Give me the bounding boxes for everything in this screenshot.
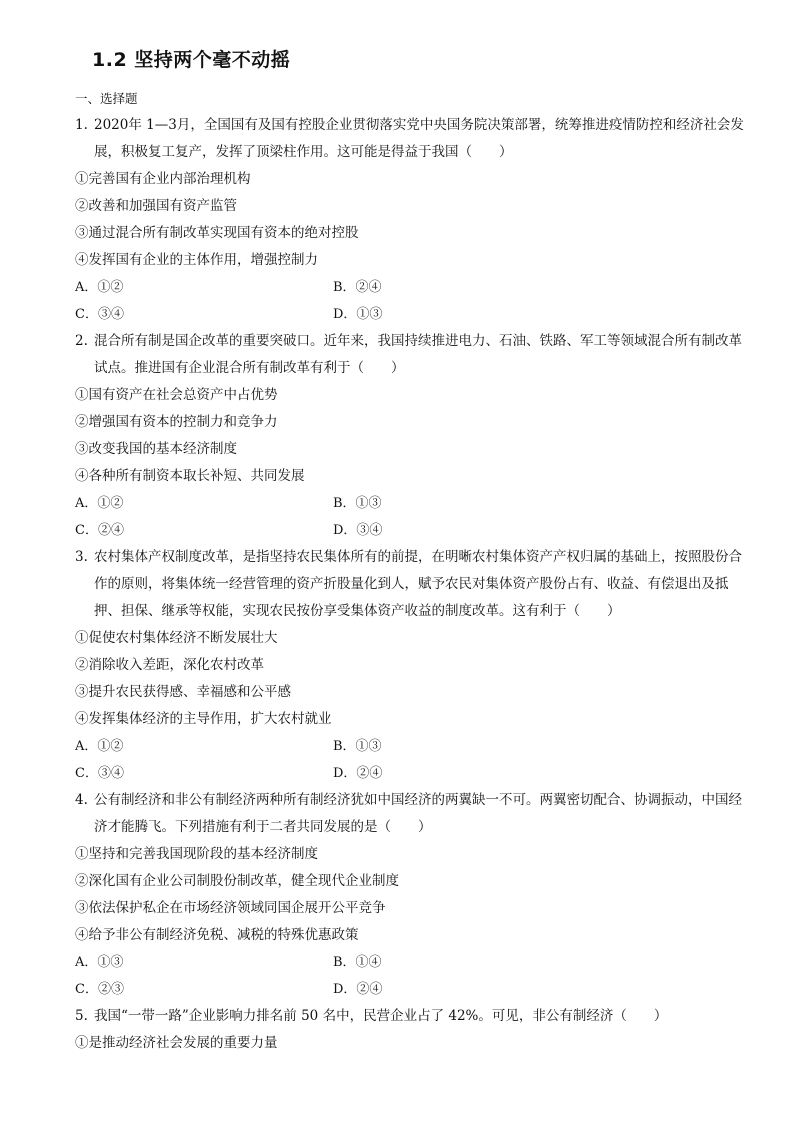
statement-option: ②消除收入差距，深化农村改革 — [75, 657, 264, 673]
answer-choices — [75, 490, 755, 544]
statement-option: ②改善和加强国有资产监管 — [75, 198, 237, 214]
answer-choice-c: C．②③ — [75, 982, 124, 997]
statement-option: ①是推动经济社会发展的重要力量 — [75, 1035, 278, 1051]
answer-choices — [75, 733, 755, 787]
question-stem — [75, 787, 755, 841]
answer-choice-b: B．②④ — [333, 280, 382, 295]
question-2 — [75, 328, 755, 544]
answer-choices — [75, 949, 755, 1003]
answer-choice-c: C．③④ — [75, 307, 124, 322]
statement-option: ②增强国有资本的控制力和竞争力 — [75, 414, 278, 430]
question-4 — [75, 787, 755, 1003]
statement-option: ③提升农民获得感、幸福感和公平感 — [75, 684, 291, 700]
answer-choice-d: D．①③ — [333, 307, 383, 322]
statement-option: ④各种所有制资本取长补短、共同发展 — [75, 468, 305, 484]
statement-option: ④给予非公有制经济免税、减税的特殊优惠政策 — [75, 927, 359, 943]
answer-choice-d: D．②④ — [333, 766, 383, 781]
question-number: 1. — [75, 117, 88, 133]
statement-option: ①完善国有企业内部治理机构 — [75, 171, 251, 187]
answer-choice-d: D．②④ — [333, 982, 383, 997]
statement-option: ④发挥集体经济的主导作用，扩大农村就业 — [75, 711, 332, 727]
question-text: 农村集体产权制度改革，是指坚持农民集体所有的前提，在明晰农村集体资产产权归属的基础上，按照股份合作的原则，将集体统一经营管理的资产折股量化到人，赋予农民对集体资产股份占有、收益、有偿退出及抵押、担保、继承等权能，实现农民按份享受集体资产收益的制度改革。这有利于（ ） — [94, 549, 742, 619]
statement-option: ②深化国有企业公司制股份制改革，健全现代企业制度 — [75, 873, 399, 889]
answer-choice-c: C．②④ — [75, 523, 124, 538]
question-stem — [75, 1003, 755, 1030]
question-text: 我国“一带一路”企业影响力排名前 50 名中，民营企业占了 42%。可见，非公有制经济（ ） — [94, 1008, 668, 1024]
answer-choice-a: A．①② — [75, 739, 124, 754]
answer-choices — [75, 274, 755, 328]
question-stem — [75, 328, 755, 382]
question-number: 5. — [75, 1008, 88, 1024]
statement-option: ①促使农村集体经济不断发展壮大 — [75, 630, 278, 646]
answer-choice-b: B．①④ — [333, 955, 382, 970]
question-stem — [75, 544, 755, 625]
answer-choice-a: A．①② — [75, 280, 124, 295]
answer-choice-c: C．③④ — [75, 766, 124, 781]
question-stem — [75, 112, 755, 166]
statement-option: ③通过混合所有制改革实现国有资本的绝对控股 — [75, 225, 359, 241]
answer-choice-a: A．①② — [75, 496, 124, 511]
statement-option: ③依法保护私企在市场经济领域同国企展开公平竞争 — [75, 900, 386, 916]
question-text: 2020年 1—3月，全国国有及国有控股企业贯彻落实党中央国务院决策部署，统筹推进疫情防控和经济社会发展，积极复工复产，发挥了顶梁柱作用。这可能是得益于我国（ ） — [94, 117, 744, 160]
statement-option: ①国有资产在社会总资产中占优势 — [75, 387, 278, 403]
page-title: 1.2 坚持两个毫不动摇 — [92, 49, 291, 71]
question-number: 4. — [75, 792, 88, 808]
question-5 — [75, 1003, 755, 1057]
statement-option: ①坚持和完善我国现阶段的基本经济制度 — [75, 846, 318, 862]
question-list — [75, 112, 755, 1057]
question-3 — [75, 544, 755, 787]
question-1 — [75, 112, 755, 328]
statement-option: ③改变我国的基本经济制度 — [75, 441, 237, 457]
question-text: 混合所有制是国企改革的重要突破口。近年来，我国持续推进电力、石油、铁路、军工等领域混合所有制改革试点。推进国有企业混合所有制改革有利于（ ） — [94, 333, 742, 376]
question-text: 公有制经济和非公有制经济两种所有制经济犹如中国经济的两翼缺一不可。两翼密切配合、协调振动，中国经济才能腾飞。下列措施有利于二者共同发展的是（ ） — [94, 792, 742, 835]
section-heading: 一、选择题 — [75, 91, 138, 106]
answer-choice-a: A．①③ — [75, 955, 124, 970]
question-number: 2. — [75, 333, 88, 349]
answer-choice-b: B．①③ — [333, 739, 382, 754]
answer-choice-d: D．③④ — [333, 523, 383, 538]
answer-choice-b: B．①③ — [333, 496, 382, 511]
statement-option: ④发挥国有企业的主体作用，增强控制力 — [75, 252, 318, 268]
question-number: 3. — [75, 549, 88, 565]
